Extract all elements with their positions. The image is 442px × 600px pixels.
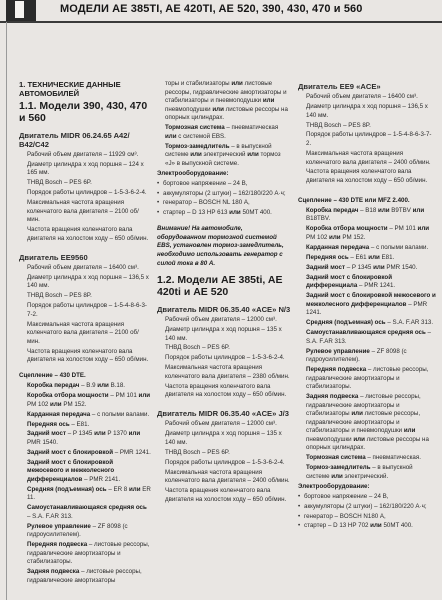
spec-paragraph: Рабочий объем двигателя – 11929 см³. [27,150,139,158]
spec-paragraph: Задний мост – P 1345 или PMR 1540. [306,263,418,271]
spec-paragraph: Коробка передач – B18 или B9TBV или B18TBV. [306,206,425,223]
engine-heading: Двигатель EE9560 [19,252,88,262]
header-rule [0,21,442,23]
spec-paragraph: Максимальная частота вращения коленчатого вала двигателя – 2100 об/мин. [27,199,139,224]
margin-rule [6,22,7,600]
list-item: • генератор – BOSCH NL 180 А, [157,199,291,208]
spec-paragraph: Коробка отбора мощности – PM 101 или PM 102 или PM 152. [306,225,430,241]
engine-heading: Двигатель MIDR 06.35.40 «ACE» J/3 [157,409,290,419]
list-item: • генератор – BOSCH N180 А, [298,513,436,522]
subsection-heading: 1.2. Модели AE 385ti, AE 420ti и AE 520 [157,274,283,299]
warning-note: Внимание! На автомобиле, оборудованном тормозной системой EBS, установлен тормоз-замедлитель, необходимо использовать генератор с силой тока в 80 А. [157,225,284,267]
spec-paragraph: Передняя ось – E61 или E81. [306,253,395,261]
chapter-tab-mark [15,1,24,18]
text-column-1 [19,80,151,598]
list-item: • аккумуляторы (2 штуки) – 162/180/220 А·ч; [298,503,436,512]
spec-paragraph: Карданная передача – с полыми валами. [306,243,429,251]
spec-paragraph: Частота вращения коленчатого вала двигателя на холостом ходу – 650 об/мин. [27,347,149,364]
spec-paragraph: Рабочий объем двигателя – 12000 см³. [165,316,277,324]
spec-paragraph: Электрооборудование: [298,482,370,490]
spec-paragraph: Задний мост – P 1345 или P 1370 или PMR 1540. [27,430,141,446]
spec-paragraph: ТНВД Bosch – PES 6P. [27,179,92,187]
spec-paragraph: Рабочий объем двигателя – 16400 см³. [306,93,418,101]
spec-paragraph: Тормоз-замедлитель – в выпускной системе или электрический или тормоз «J» в выпускной системе. [165,142,281,167]
spec-paragraph: Тормозная система – пневматическая. [306,454,421,462]
spec-paragraph: Диаметр цилиндра x ход поршня – 124 x 165 мм. [27,160,144,177]
list-item: • бортовое напряжение – 24 В, [157,180,291,189]
spec-paragraph: Частота вращения коленчатого вала двигателя на холостом ходу – 650 об/мин. [165,382,287,399]
spec-paragraph: Самоустанавливающаяся средняя ось – S.A. F.AR 313. [306,329,431,345]
spec-paragraph: торы и стабилизаторы или листовые рессоры, гидравлические амортизаторы и стабилизаторы и пневмоподушки или пневмоподушки или листовые рессоры на опорных цилиндрах. [165,80,288,122]
spec-paragraph: Средняя (подъемная) ось – S.A. F.AR 313. [306,319,434,327]
section-heading: 1. ТЕХНИЧЕСКИЕ ДАННЫЕ АВТОМОБИЛЕЙ [19,80,121,99]
spec-paragraph: Задний мост с блокировкой дифференциала – PMR 1241. [306,273,396,290]
spacer [157,401,291,407]
engine-heading: Двигатель MIDR 06.35.40 «ACE» N/3 [157,304,291,314]
spacer [298,187,436,197]
chapter-tab [6,0,36,22]
spec-paragraph: Максимальная частота вращения коленчатого вала двигателя – 2380 об/мин. [165,364,290,380]
spec-paragraph: Диаметр цилиндра x ход поршня – 135 x 140 мм. [165,326,282,342]
spec-paragraph: Коробка отбора мощности – PM 101 или PM 102 или PM 152. [27,392,151,408]
spec-paragraph: ТНВД Bosch – PES 8P. [27,292,92,300]
list-item: • бортовое напряжение – 24 В, [298,493,436,502]
spec-paragraph: Порядок работы цилиндров – 1-5-4-8-6-3-7-2. [27,302,147,318]
page-header [0,0,442,22]
spec-paragraph: Частота вращения коленчатого вала двигателя на холостом ходу – 650 об/мин. [165,487,287,503]
spec-paragraph: Коробка передач – B.9 или B.18. [27,382,126,390]
spec-paragraph: Частота вращения коленчатого вала двигателя на холостом ходу – 650 об/мин. [27,226,149,242]
engine-heading: Двигатель EE9 «ACE» [298,82,381,91]
spec-paragraph: Максимальная частота вращения коленчатого вала двигателя – 2100 об/мин. [27,320,139,345]
spec-paragraph: Карданная передача – с полыми валами. [27,410,150,418]
spec-paragraph: Задняя подвеска – листовые рессоры, гидравлические амортизаторы и стабилизаторы или листовые рессоры, гидравлические амортизаторы и стабилизаторы и пневмоподушки или пневмоподушки или листовые рессоры на опорных цилиндрах. [306,393,429,452]
spec-paragraph: Максимальная частота вращения коленчатого вала двигателя – 2400 об/мин. [165,468,290,485]
spec-paragraph: Задняя подвеска – листовые рессоры, гидравлические амортизаторы [27,568,142,584]
list-item: • стартер – D 13 HP 613 или 50MT 400. [157,209,291,218]
spec-paragraph: Задний мост с блокировкой межосевого и межколесного дифференциалов – PMR 2141. [27,458,121,483]
list-item: • стартер – D 13 HP 702 или 50MT 400. [298,522,436,531]
spec-paragraph: Рулевое управление – ZF 8098 (с гидроусилителем). [306,347,407,364]
spec-paragraph: Рулевое управление – ZF 8098 (с гидроусилителем). [27,522,128,539]
spec-paragraph: Передняя подвеска – листовые рессоры, гидравлические амортизаторы и стабилизаторы. [27,541,150,566]
spec-paragraph: Сцепление – 430 DTE или MFZ 2.400. [298,196,410,204]
spec-paragraph: Порядок работы цилиндров – 1-5-4-8-6-3-7-2. [306,131,432,148]
spec-paragraph: ТНВД Bosch – PES 6P. [165,344,230,352]
spec-paragraph: Диаметр цилиндра x ход поршня – 136,5 x 140 мм. [306,103,428,119]
spec-paragraph: Тормоз-замедлитель – в выпускной системе или электрический. [306,464,413,480]
spec-paragraph: Диаметр цилиндра x ход поршня – 136,5 x 140 мм. [27,273,149,290]
spec-paragraph: Сцепление – 430 DTE. [19,372,86,380]
spec-paragraph: Частота вращения коленчатого вала двигателя на холостом ходу – 650 об/мин. [306,168,428,184]
spec-paragraph: Задний мост с блокировкой – PMR 1241. [27,448,151,456]
spec-paragraph: Рабочий объем двигателя – 12000 см³. [165,420,277,428]
spec-paragraph: ТНВД Bosch – PES 6P. [165,448,230,456]
spec-paragraph: Порядок работы цилиндров – 1-5-3-6-2-4. [165,354,285,362]
spec-paragraph: ТНВД Bosch – PES 8P. [306,121,371,129]
spec-paragraph: Самоустанавливающаяся средняя ось – S.A. F.AR 313. [27,504,147,520]
text-column-2 [157,80,291,598]
spec-paragraph: Передняя подвеска – листовые рессоры, гидравлические амортизаторы и стабилизаторы. [306,366,429,391]
spec-paragraph: Средняя (подъемная) ось – ER 8 или ER 11. [27,485,151,502]
list-item: • аккумуляторы (2 штуки) – 162/180/220 А·ч; [157,190,291,199]
text-column-3 [298,80,436,598]
spec-paragraph: Задний мост с блокировкой межосевого и межколесного дифференциалов – PMR 1241. [306,292,436,317]
spec-paragraph: Порядок работы цилиндров – 1-5-3-6-2-4. [165,458,285,466]
spec-paragraph: Порядок работы цилиндров – 1-5-3-6-2-4. [27,189,147,197]
spec-paragraph: Диаметр цилиндра x ход поршня – 135 x 140 мм. [165,430,282,446]
spec-paragraph: Максимальная частота вращения коленчатого вала двигателя – 2400 об/мин. [306,149,431,166]
spacer [19,245,151,251]
engine-heading: Двигатель MIDR 06.24.65 A42/ B42/C42 [19,130,130,149]
subsection-heading: 1.1. Модели 390, 430, 470 и 560 [19,100,148,124]
spec-paragraph: Тормозная система – пневматическая или с системой EBS. [165,124,279,140]
page-title: МОДЕЛИ AE 385TI, AE 420TI, AE 520, 390, 430, 470 и 560 [60,3,363,15]
spec-paragraph: Передняя ось – E81. [27,420,90,428]
spec-paragraph: Электрооборудование: [157,169,229,177]
spec-paragraph: Рабочий объем двигателя – 16400 см³. [27,263,139,271]
